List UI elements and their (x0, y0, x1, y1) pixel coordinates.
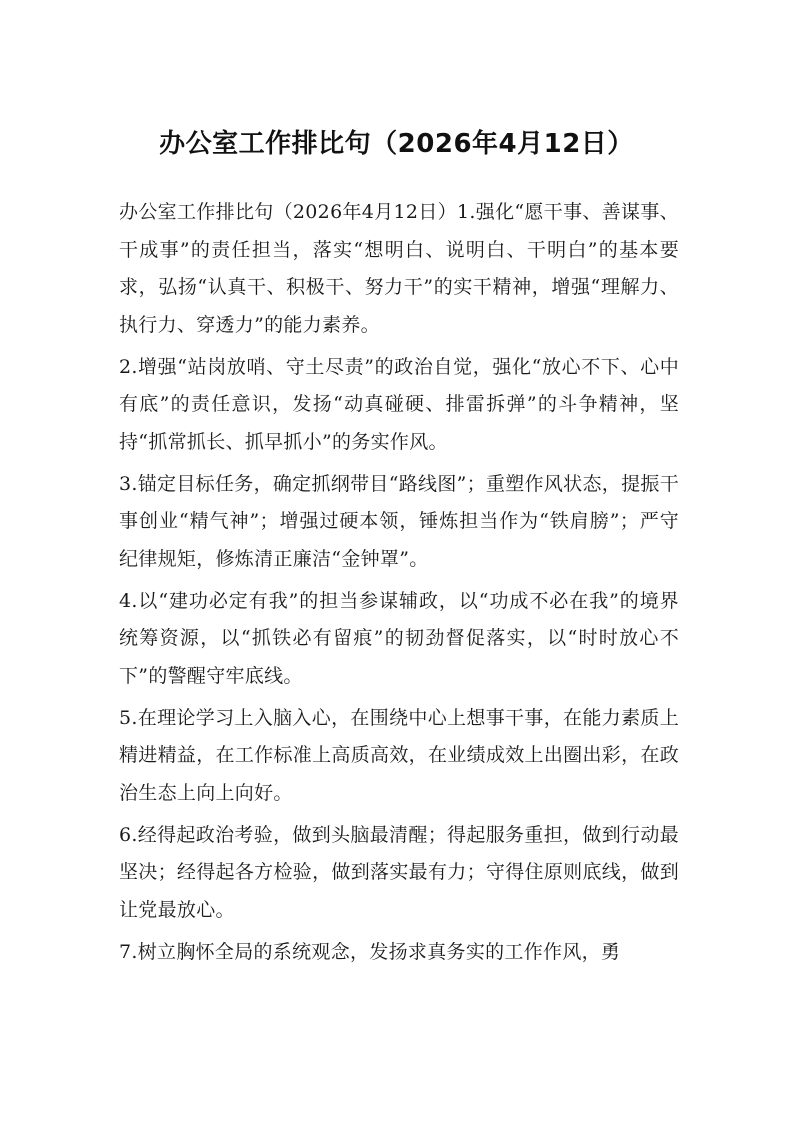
paragraph-4: 4.以“建功必定有我”的担当参谋辅政，以“功成不必在我”的境界统筹资源，以“抓铁必有留痕”的韧劲督促落实，以“时时放心不下”的警醒守牢底线。 (119, 589, 679, 687)
document-body (119, 194, 679, 976)
paragraph-7: 7.树立胸怀全局的系统观念，发扬求真务实的工作作风，勇 (119, 940, 621, 963)
paragraph-6: 6.经得起政治考验，做到头脑最清醒；得起服务重担，做到行动最坚决；经得起各方检验，做到落实最有力；守得住原则底线，做到让党最放心。 (119, 823, 679, 921)
document-title: 办公室工作排比句（2026年4月12日） (159, 129, 634, 159)
paragraph-5: 5.在理论学习上入脑入心，在围绕中心上想事干事，在能力素质上精进精益，在工作标准上高质高效，在业绩成效上出圈出彩，在政治生态上向上向好。 (119, 706, 679, 804)
paragraph-2: 2.增强“站岗放哨、守土尽责”的政治自觉，强化“放心不下、心中有底”的责任意识，发扬“动真碰硬、排雷拆弹”的斗争精神，坚持“抓常抓长、抓早抓小”的务实作风。 (119, 355, 679, 453)
paragraph-1: 办公室工作排比句（2026年4月12日）1.强化“愿干事、善谋事、干成事”的责任担当，落实“想明白、说明白、干明白”的基本要求，弘扬“认真干、积极干、努力干”的实干精神，增强“理解力、执行力、穿透力”的能力素养。 (119, 201, 679, 336)
paragraph-3: 3.锚定目标任务，确定抓纲带目“路线图”；重塑作风状态，提振干事创业“精气神”；增强过硬本领，锤炼担当作为“铁肩膀”；严守纪律规矩，修炼清正廉洁“金钟罩”。 (119, 472, 679, 570)
